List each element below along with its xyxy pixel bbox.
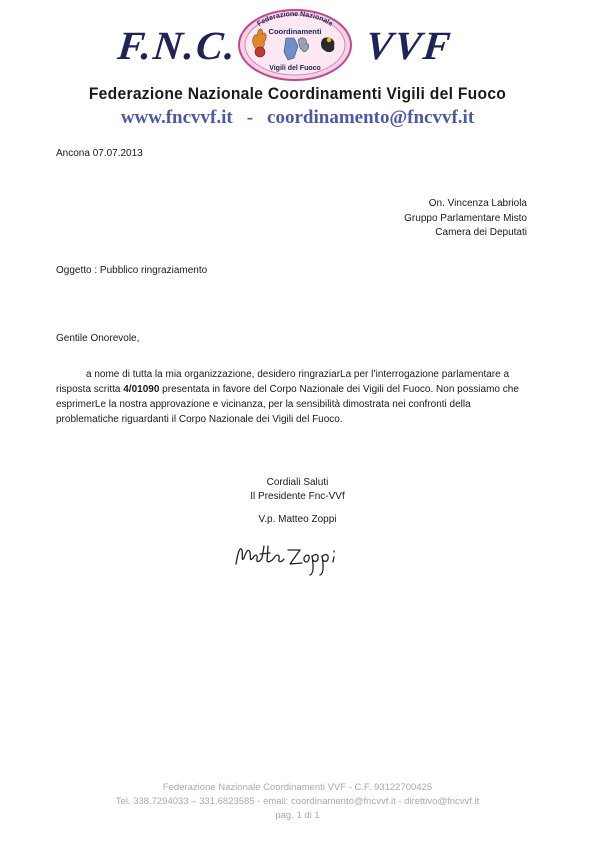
- letter-subject: Oggetto : Pubblico ringraziamento: [56, 265, 208, 276]
- org-name: Federazione Nazionale Coordinamenti Vigili del Fuoco: [88, 84, 507, 103]
- handwritten-signature: [230, 532, 350, 576]
- recipient-group: Gruppo Parlamentare Misto: [404, 212, 527, 224]
- email-link[interactable]: coordinamento@fncvvf.it: [267, 107, 475, 128]
- contact-separator: -: [246, 107, 254, 128]
- logo-bottom-text: Vigili del Fuoco: [269, 65, 321, 72]
- fnc-vvf-logo: [236, 8, 354, 82]
- page-footer: [0, 781, 595, 823]
- letter-date: Ancona 07.07.2013: [56, 148, 143, 159]
- body-text-1: a nome di tutta la mia organizzazione, desidero ringraziarLa per l’interrogazione parlamentare a risposta scritta: [56, 369, 510, 395]
- footer-contact-line: Tel. 338.7294033 – 331.6823585 - email: coordinamento@fncvvf.it - direttivo@fncvvf.it: [115, 796, 480, 807]
- letter-greeting: Gentile Onorevole,: [56, 333, 140, 344]
- closing-signer: V.p. Matteo Zoppi: [258, 514, 337, 525]
- letter-body: [56, 367, 536, 427]
- closing-block: [0, 476, 595, 527]
- recipient-block: [404, 197, 527, 241]
- brand-left: F.N.C.: [115, 23, 240, 68]
- logo-top-text: Federazione Nazionale: [256, 10, 334, 28]
- brand-right: VVF: [363, 23, 455, 68]
- recipient-name: On. Vincenza Labriola: [428, 198, 527, 209]
- letterhead: [0, 0, 595, 140]
- body-paragraph: [56, 367, 536, 427]
- footer-org-line: Federazione Nazionale Coordinamenti VVF - C.F. 93122700425: [162, 782, 433, 793]
- closing-salutation: Cordiali Saluti: [266, 477, 329, 488]
- recipient-chamber: Camera dei Deputati: [435, 227, 527, 238]
- website-link[interactable]: www.fncvvf.it: [120, 107, 233, 128]
- logo-mid-text: Coordinamenti: [268, 27, 322, 36]
- closing-title: Il Presidente Fnc-VVf: [250, 491, 345, 502]
- footer-page-number: pag. 1 di 1: [275, 810, 320, 821]
- body-text-2: presentata in favore del Corpo Nazionale dei Vigili del Fuoco. Non possiamo che esprimerLe la nostra approvazione e vicinanza, per la sensibilità dimostrata nei confronti della problematiche riguardanti il Corpo Nazionale dei Vigili del Fuoco.: [56, 384, 519, 425]
- org-contacts: [0, 107, 595, 129]
- question-number: 4/01090: [123, 384, 160, 395]
